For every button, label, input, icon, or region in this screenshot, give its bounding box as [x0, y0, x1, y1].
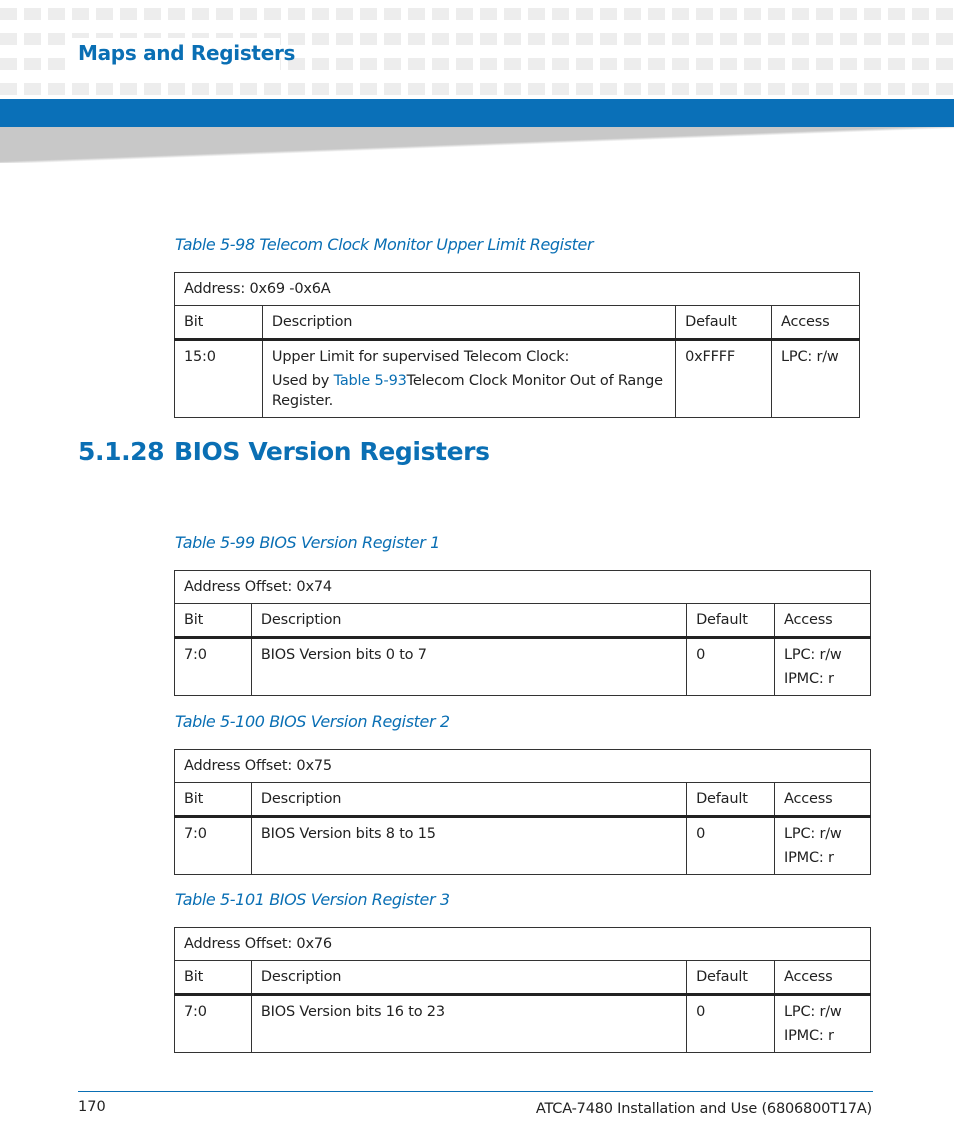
table-101-header-description: Description	[251, 961, 686, 995]
table-100-access	[775, 817, 871, 875]
table-100-header-description: Description	[251, 783, 686, 817]
table-100-default: 0	[687, 817, 775, 875]
table-row	[175, 340, 860, 418]
page-header-title: Maps and Registers	[78, 41, 296, 65]
table-100-address: Address Offset: 0x75	[175, 750, 871, 783]
table-98-caption: Table 5-98 Telecom Clock Monitor Upper Limit Register	[175, 235, 594, 254]
table-99-default: 0	[687, 638, 775, 696]
table-100-header-access: Access	[775, 783, 871, 817]
table-100-access-lpc: LPC: r/w	[784, 826, 842, 842]
table-98-description	[262, 340, 675, 418]
table-5-93-link[interactable]: Table 5-93	[333, 373, 407, 389]
table-99	[174, 570, 871, 696]
table-100-description: BIOS Version bits 8 to 15	[251, 817, 686, 875]
footer-divider	[78, 1091, 873, 1092]
table-101-access-ipmc: IPMC: r	[784, 1028, 834, 1044]
table-99-header-default: Default	[687, 604, 775, 638]
table-99-caption: Table 5-99 BIOS Version Register 1	[175, 533, 440, 552]
table-98-default: 0xFFFF	[676, 340, 772, 418]
table-101-header-bit: Bit	[175, 961, 252, 995]
table-101-default: 0	[687, 995, 775, 1053]
table-99-address: Address Offset: 0x74	[175, 571, 871, 604]
table-row	[175, 995, 871, 1053]
table-101-header-access: Access	[775, 961, 871, 995]
table-98-access: LPC: r/w	[772, 340, 860, 418]
table-101-description: BIOS Version bits 16 to 23	[251, 995, 686, 1053]
table-98-bit: 15:0	[175, 340, 263, 418]
table-98-desc-suffix: Telecom Clock Monitor Out of Range Register.	[271, 373, 663, 409]
table-99-bit: 7:0	[175, 638, 252, 696]
section-number: 5.1.28	[78, 437, 165, 466]
table-98-header-description: Description	[262, 306, 675, 340]
table-100-access-ipmc: IPMC: r	[784, 850, 834, 866]
table-101-access	[775, 995, 871, 1053]
table-98-header-default: Default	[676, 306, 772, 340]
table-101-address: Address Offset: 0x76	[175, 928, 871, 961]
table-row	[175, 817, 871, 875]
table-100-bit: 7:0	[175, 817, 252, 875]
table-99-description: BIOS Version bits 0 to 7	[251, 638, 686, 696]
table-98-address: Address: 0x69 -0x6A	[175, 273, 860, 306]
table-100-header-default: Default	[687, 783, 775, 817]
table-100-header-bit: Bit	[175, 783, 252, 817]
table-99-header-description: Description	[251, 604, 686, 638]
table-101	[174, 927, 871, 1053]
table-98-desc-prefix: Used by	[271, 373, 334, 389]
document-title: ATCA-7480 Installation and Use (6806800T17A)	[535, 1101, 872, 1117]
table-99-header-bit: Bit	[175, 604, 252, 638]
table-100-caption: Table 5-100 BIOS Version Register 2	[175, 712, 450, 731]
header-blue-band	[0, 99, 954, 127]
table-100	[174, 749, 871, 875]
table-101-header-default: Default	[687, 961, 775, 995]
page-number: 170	[78, 1099, 106, 1115]
table-99-access	[775, 638, 871, 696]
table-101-bit: 7:0	[175, 995, 252, 1053]
header-gray-band	[0, 127, 954, 163]
table-98-description-line1: Upper Limit for supervised Telecom Clock:	[271, 349, 570, 365]
table-101-access-lpc: LPC: r/w	[784, 1004, 842, 1020]
table-99-access-ipmc: IPMC: r	[784, 671, 834, 687]
section-title: BIOS Version Registers	[174, 437, 490, 466]
table-98-description-line2	[272, 371, 666, 411]
table-99-header-access: Access	[775, 604, 871, 638]
table-row	[175, 638, 871, 696]
table-98	[174, 272, 860, 418]
table-98-header-bit: Bit	[175, 306, 263, 340]
table-98-header-access: Access	[772, 306, 860, 340]
section-heading	[78, 437, 490, 466]
table-101-caption: Table 5-101 BIOS Version Register 3	[175, 890, 450, 909]
table-99-access-lpc: LPC: r/w	[784, 647, 842, 663]
